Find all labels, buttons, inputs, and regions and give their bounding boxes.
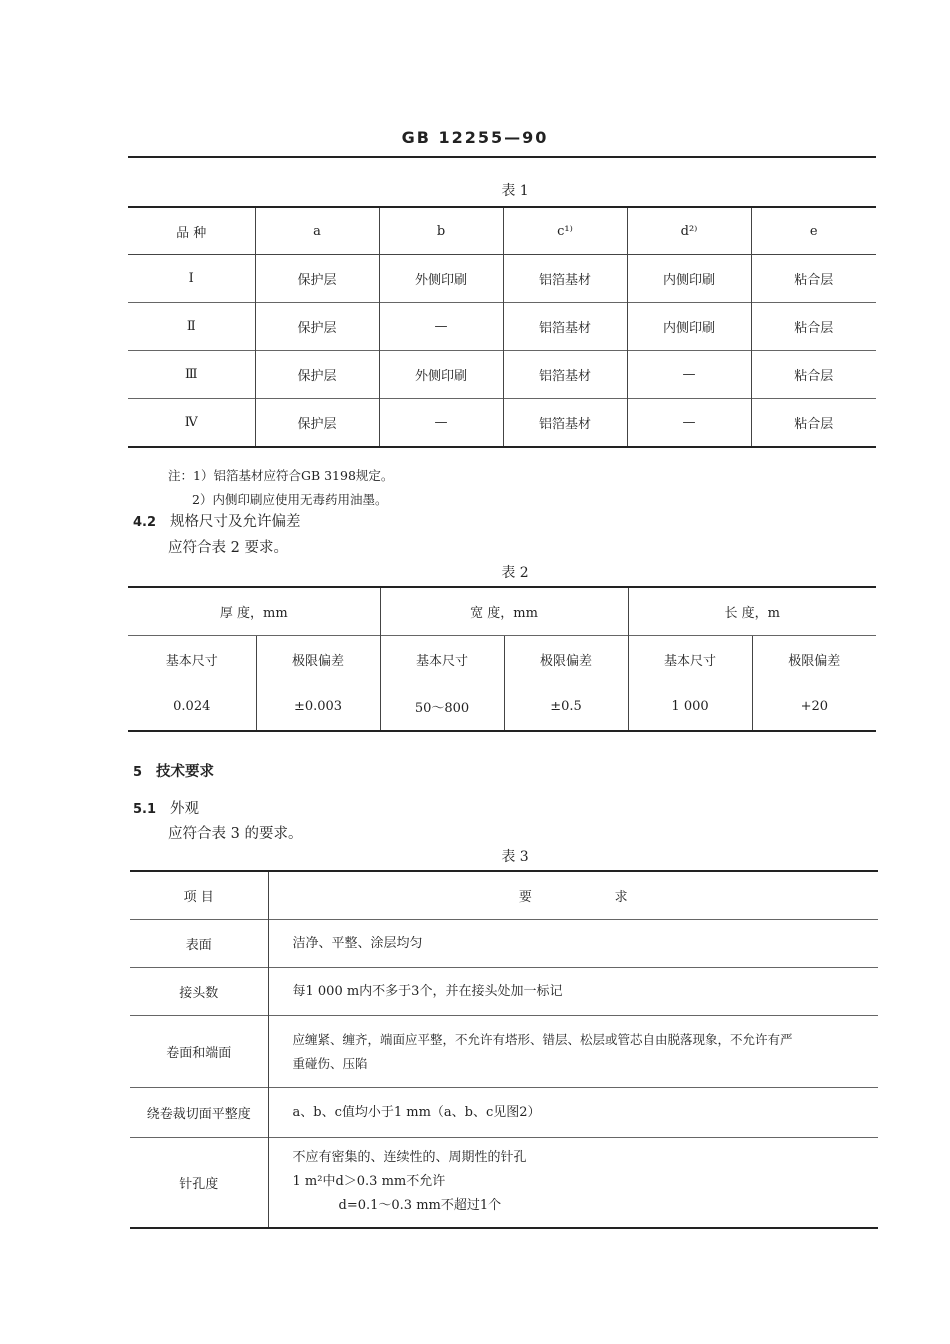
table3-caption: 表 3 [501, 849, 529, 865]
table3-item: 针孔度 [130, 1138, 268, 1228]
section-5-heading [133, 760, 214, 781]
table-cell: 保护层 [255, 255, 379, 303]
table1-caption: 表 1 [501, 183, 529, 199]
table2-group-header: 长 度，m [628, 587, 876, 636]
table2-subheader-row [128, 636, 876, 684]
requirement-line: 每1 000 m内不多于3个，并在接头处加一标记 [292, 983, 563, 999]
table3-requirement [268, 920, 878, 968]
table2-subheader: 极限偏差 [752, 636, 876, 684]
table-cell: 保护层 [255, 351, 379, 399]
table-cell: 外侧印刷 [379, 351, 503, 399]
table2-group-row [128, 587, 876, 636]
table3-requirement [268, 1138, 878, 1228]
table2 [128, 586, 876, 732]
table-cell: Ⅲ [128, 351, 255, 399]
table1 [128, 206, 876, 448]
table3-item: 卷面和端面 [130, 1016, 268, 1088]
table3 [130, 870, 878, 1229]
table-cell: 粘合层 [751, 255, 876, 303]
table-row [130, 1016, 878, 1088]
requirement-line: 重碰伤、压陷 [292, 1055, 368, 1071]
table3-header-row [130, 871, 878, 920]
table1-header-cell: d²⁾ [627, 207, 751, 255]
section-number: 5.1 [133, 802, 157, 817]
table3-item: 表面 [130, 920, 268, 968]
table3-requirement [268, 1088, 878, 1138]
table-cell: — [627, 399, 751, 448]
table-cell: Ⅳ [128, 399, 255, 448]
section-5-1-body: 应符合表 3 的要求。 [168, 826, 303, 842]
table3-item: 绕卷裁切面平整度 [130, 1088, 268, 1138]
table3-requirement [268, 1016, 878, 1088]
table1-header-cell: a [255, 207, 379, 255]
table-cell: 铝箔基材 [503, 399, 627, 448]
table2-subheader: 基本尺寸 [128, 636, 256, 684]
table-cell: 铝箔基材 [503, 351, 627, 399]
table2-subheader: 基本尺寸 [380, 636, 504, 684]
requirement-line: 洁净、平整、涂层均匀 [292, 935, 423, 951]
table1-header-cell: 品 种 [128, 207, 255, 255]
table2-subheader: 极限偏差 [256, 636, 380, 684]
table-cell: 50～800 [380, 683, 504, 731]
requirement-line: 应缠紧、缠齐，端面应平整，不允许有塔形、错层、松层或管芯自由脱落现象，不允许有严 [292, 1031, 793, 1047]
table-cell: 粘合层 [751, 351, 876, 399]
section-title: 规格尺寸及允许偏差 [170, 514, 301, 530]
section-number: 4.2 [133, 515, 157, 530]
table-cell: — [379, 303, 503, 351]
table-cell: — [379, 399, 503, 448]
table-row [130, 1088, 878, 1138]
table-row [128, 683, 876, 731]
table-cell: 铝箔基材 [503, 303, 627, 351]
table-cell: — [627, 351, 751, 399]
table-cell: 内侧印刷 [627, 303, 751, 351]
section-4-2-body: 应符合表 2 要求。 [168, 540, 288, 556]
table-cell: 0.024 [173, 699, 211, 714]
table1-header-cell: b [379, 207, 503, 255]
table-row [130, 1138, 878, 1228]
section-title: 外观 [170, 801, 200, 817]
table2-group-header: 宽 度，mm [380, 587, 628, 636]
requirement-line: a、b、c值均小于1 mm（a、b、c见图2） [292, 1104, 541, 1120]
table-cell: ±0.5 [504, 683, 628, 731]
table-row [128, 255, 876, 303]
table2-caption: 表 2 [501, 565, 529, 581]
section-4-2-heading [133, 510, 301, 531]
header-rule [128, 156, 876, 158]
table1-header-cell: e [751, 207, 876, 255]
note-1: 注：1）铝箔基材应符合GB 3198规定。 [168, 468, 394, 483]
table-cell: ±0.003 [256, 683, 380, 731]
requirement-line: 1 m²中d＞0.3 mm不允许 [292, 1174, 446, 1190]
table-row [128, 399, 876, 448]
table-cell: 外侧印刷 [379, 255, 503, 303]
table3-requirement [268, 968, 878, 1016]
table-row [130, 968, 878, 1016]
table-cell: 保护层 [255, 303, 379, 351]
section-title: 技术要求 [156, 763, 215, 780]
table3-item: 接头数 [130, 968, 268, 1016]
table3-header-cell: 项 目 [130, 871, 268, 920]
table2-subheader: 极限偏差 [504, 636, 628, 684]
table-cell: 保护层 [255, 399, 379, 448]
table3-header-cell: 要 求 [518, 890, 628, 905]
table-cell: +20 [752, 683, 876, 731]
document-header: GB 12255—90 [401, 128, 549, 147]
table-cell: 粘合层 [751, 399, 876, 448]
table-row [128, 303, 876, 351]
requirement-line: 不应有密集的、连续性的、周期性的针孔 [292, 1150, 527, 1166]
table-cell: Ⅰ [188, 271, 194, 286]
table-cell: 内侧印刷 [627, 255, 751, 303]
section-5-1-heading [133, 797, 199, 818]
table1-notes [168, 464, 393, 512]
table-cell: 1 000 [628, 683, 752, 731]
table1-header-cell: c¹⁾ [503, 207, 627, 255]
section-number: 5 [133, 765, 143, 780]
table-cell: 铝箔基材 [503, 255, 627, 303]
note-2: 2）内侧印刷应使用无毒药用油墨。 [192, 492, 388, 507]
table-cell: 粘合层 [751, 303, 876, 351]
table1-header-row [128, 207, 876, 255]
table2-group-header: 厚 度，mm [219, 606, 288, 621]
table-row [128, 351, 876, 399]
table-row [130, 920, 878, 968]
requirement-line: d=0.1～0.3 mm不超过1个 [338, 1198, 502, 1214]
table-cell: Ⅱ [128, 303, 255, 351]
table2-subheader: 基本尺寸 [628, 636, 752, 684]
